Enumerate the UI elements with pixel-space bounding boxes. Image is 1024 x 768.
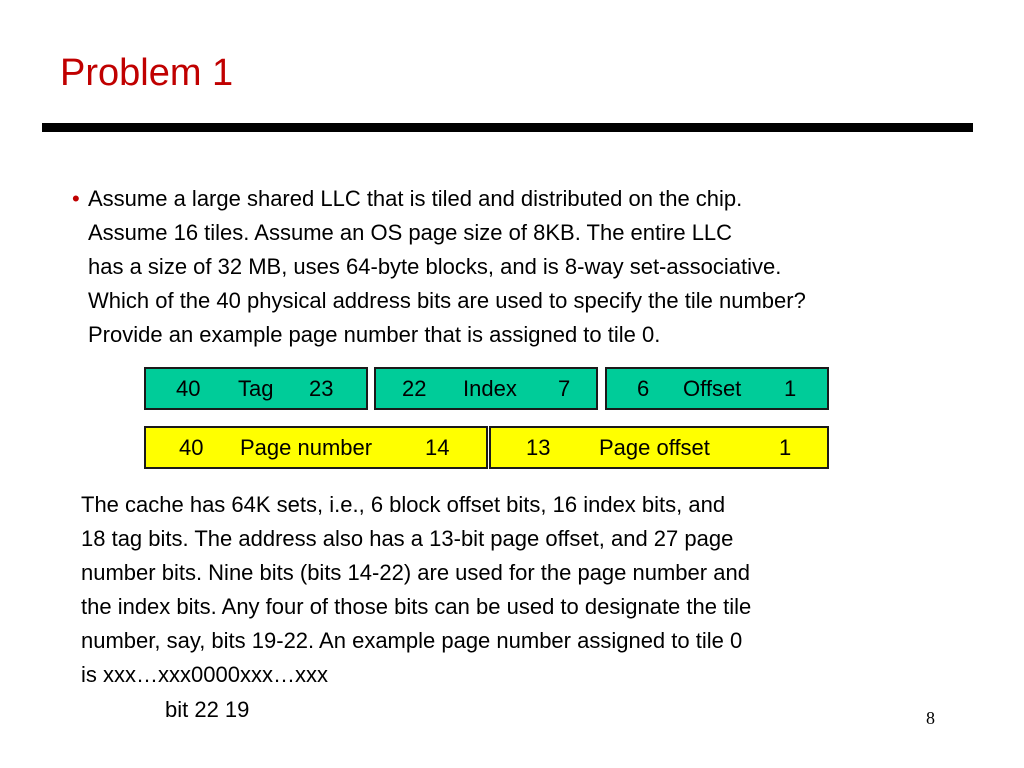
- title-divider: [42, 123, 973, 132]
- page-offset-field-box: [489, 426, 829, 469]
- answer-line: is xxx…xxx0000xxx…xxx: [81, 662, 328, 687]
- tag-high-bit: 40: [176, 376, 201, 401]
- index-field-box: [374, 367, 598, 410]
- problem-line: Assume 16 tiles. Assume an OS page size of 8KB. The entire LLC: [88, 220, 733, 245]
- answer-line: the index bits. Any four of those bits can be used to designate the tile: [81, 594, 752, 619]
- problem-line: has a size of 32 MB, uses 64-byte blocks, and is 8-way set-associative.: [88, 254, 782, 279]
- offset-label: Offset: [683, 376, 742, 401]
- answer-line: 18 tag bits. The address also has a 13-bit page offset, and 27 page: [81, 526, 734, 551]
- answer-line: number bits. Nine bits (bits 14-22) are used for the page number and: [81, 560, 750, 585]
- tag-low-bit: 23: [309, 376, 334, 401]
- index-low-bit: 7: [558, 376, 571, 401]
- answer-line: The cache has 64K sets, i.e., 6 block offset bits, 16 index bits, and: [81, 492, 726, 517]
- slide-title: Problem 1: [60, 52, 234, 94]
- bullet-point: •: [72, 186, 80, 211]
- page-number-label: Page number: [240, 435, 373, 460]
- offset-high-bit: 6: [637, 376, 650, 401]
- offset-field-box: [605, 367, 829, 410]
- page-number-high-bit: 40: [179, 435, 204, 460]
- problem-line: Assume a large shared LLC that is tiled and distributed on the chip.: [88, 186, 743, 211]
- problem-line: Provide an example page number that is assigned to tile 0.: [88, 322, 661, 347]
- page-number-field-box: [144, 426, 488, 469]
- index-high-bit: 22: [402, 376, 427, 401]
- bit-position-annotation: bit 22 19: [165, 697, 250, 722]
- index-label: Index: [463, 376, 517, 401]
- tag-label: Tag: [238, 376, 274, 401]
- problem-line: Which of the 40 physical address bits are used to specify the tile number?: [88, 288, 806, 313]
- page-number-low-bit: 14: [425, 435, 450, 460]
- offset-low-bit: 1: [784, 376, 797, 401]
- page-offset-label: Page offset: [599, 435, 710, 460]
- slide-page-number: 8: [926, 708, 935, 728]
- page-offset-high-bit: 13: [526, 435, 551, 460]
- tag-field-box: [144, 367, 368, 410]
- page-offset-low-bit: 1: [779, 435, 792, 460]
- answer-line: number, say, bits 19-22. An example page number assigned to tile 0: [81, 628, 743, 653]
